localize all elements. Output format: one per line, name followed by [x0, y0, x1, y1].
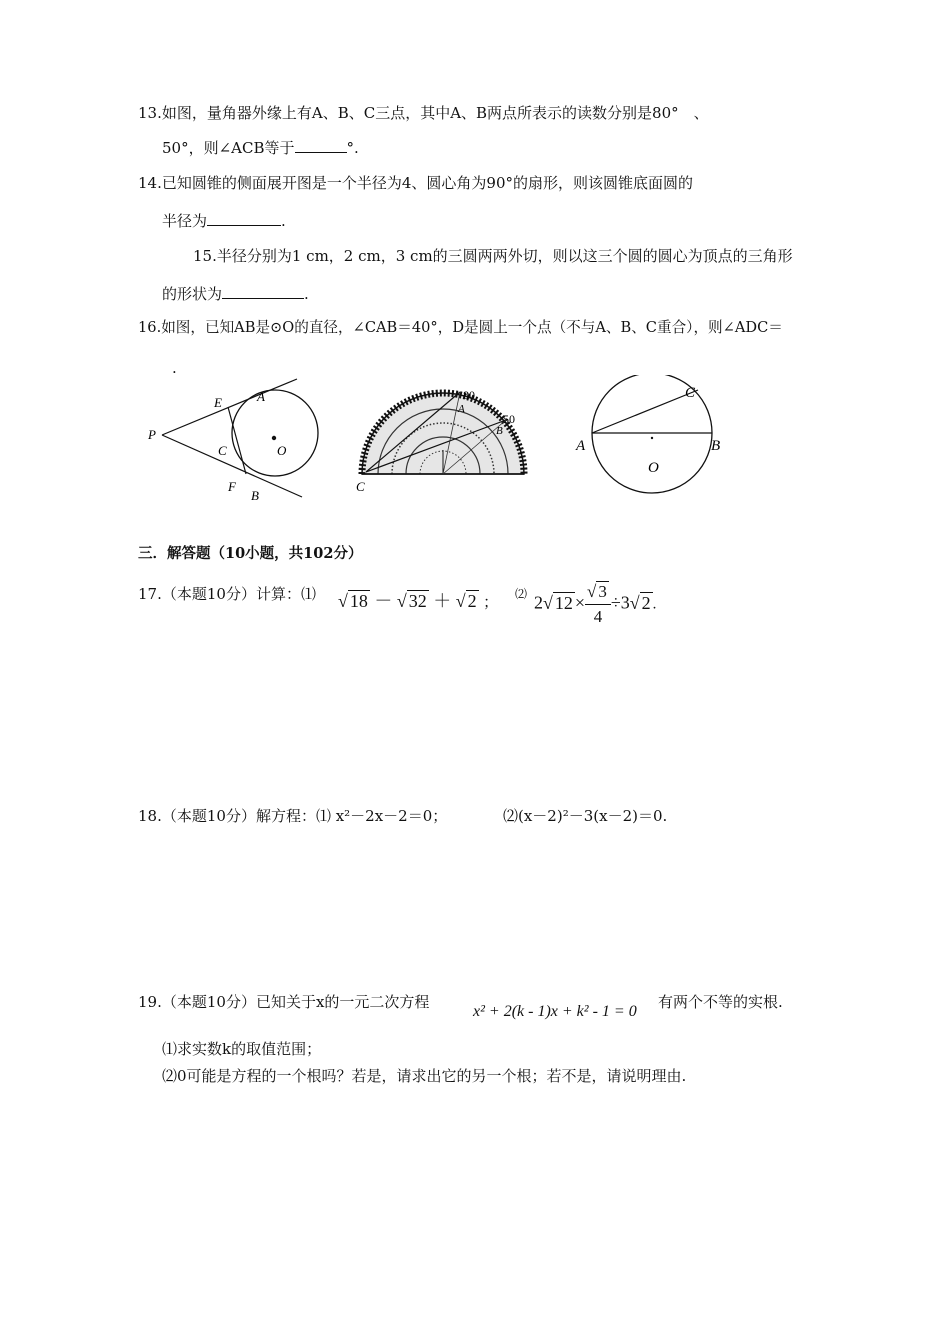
fig3-label-B: B	[711, 438, 721, 454]
q18-line: 18.（本题10分）解方程：⑴ x²－2x－2＝0；	[138, 807, 448, 825]
q17-sqrt-12: √ 12	[543, 592, 573, 613]
q17-frac-den: 4	[593, 607, 603, 626]
fig3-label-A: A	[576, 438, 586, 454]
fig2-label-B: B	[496, 425, 503, 437]
q13-answer-blank[interactable]	[295, 137, 347, 153]
q13-line2	[162, 137, 359, 158]
fig1-label-O: O	[277, 443, 287, 458]
q17-minus: －	[374, 591, 393, 611]
q14-line1: 14.已知圆锥的侧面展开图是一个半径为4、圆心角为90°的扇形，则该圆锥底面圆的	[138, 174, 693, 192]
q13-line2-end: °.	[346, 139, 359, 157]
q15-line2-text: 的形状为	[162, 285, 223, 303]
q17-divide: ÷3	[610, 592, 630, 613]
q19-line-pre: 19.（本题10分）已知关于x的一元二次方程	[138, 993, 430, 1011]
fig2-label-C: C	[356, 479, 365, 494]
q17-expr2	[534, 580, 656, 629]
q16-line2: .	[172, 359, 177, 377]
q14-line2-text: 半径为	[162, 212, 208, 230]
fig3-center-dot	[651, 437, 653, 439]
q17-radicand-18: 18	[349, 591, 368, 611]
q15-line1: 15.半径分别为1 cm，2 cm，3 cm的三圆两两外切，则以这三个圆的圆心为顶点的三角形	[193, 247, 793, 265]
q17-times: ×	[574, 592, 586, 613]
q18-part2: ⑵(x－2)²－3(x－2)＝0.	[503, 807, 668, 825]
q17-sqrt-2b: √ 2	[629, 592, 651, 613]
fig1-label-E: E	[214, 395, 222, 410]
fig2-label-80: 80	[463, 388, 475, 402]
q15-answer-blank[interactable]	[222, 283, 304, 299]
q15-line2-end: .	[304, 285, 309, 303]
fig1-label-A: A	[257, 389, 265, 404]
q14-line2	[162, 210, 286, 231]
fig1-label-F: F	[228, 479, 236, 494]
q17-frac-num: √ 3	[585, 580, 611, 605]
q17-coef: 2	[534, 592, 543, 613]
q17-frac-num-radicand: 3	[598, 582, 607, 601]
q17-sqrt-2: √ 2	[455, 591, 477, 611]
q19-sub1: ⑴求实数k的取值范围；	[162, 1040, 322, 1058]
q14-answer-blank[interactable]	[207, 210, 281, 226]
q17-prefix: 17.（本题10分）计算：⑴	[138, 585, 316, 603]
fig1-label-P: P	[148, 427, 156, 442]
fig1-label-C: C	[218, 443, 227, 458]
q17-part2-label: ⑵	[515, 587, 528, 601]
q17-sqrt-32: √ 32	[396, 591, 427, 611]
q17-plus: ＋	[433, 591, 452, 611]
fig3-chord-AC	[592, 390, 698, 433]
q19-line-post: 有两个不等的实根.	[658, 993, 783, 1011]
q13-line2-text: 50°，则∠ACB等于	[162, 139, 295, 157]
q17-end: .	[652, 596, 657, 613]
q14-line2-end: .	[281, 212, 286, 230]
fig1-tangent-EF	[228, 407, 246, 474]
figure-tangent-circle	[140, 375, 320, 510]
q17-radicand-2b: 2	[641, 592, 651, 613]
q17-fraction	[585, 580, 611, 629]
q17-expr1	[338, 591, 498, 613]
fig1-tangent-upper	[162, 379, 297, 435]
q17-separator: ；	[483, 595, 499, 611]
q13-line1: 13.如图，量角器外缘上有A、B、C三点，其中A、B两点所表示的读数分别是80° 、	[138, 104, 709, 122]
q17-radicand-32: 32	[408, 591, 427, 611]
figure-protractor	[348, 378, 538, 500]
q15-line2	[162, 283, 309, 304]
q17-sqrt-18: √ 18	[338, 591, 368, 611]
fig2-label-50: 50	[503, 412, 515, 426]
q17-radicand-12: 12	[554, 592, 573, 613]
fig1-label-B: B	[251, 488, 259, 503]
q16-line1: 16.如图，已知AB是⊙O的直径，∠CAB＝40°，D是圆上一个点（不与A、B、C重合），则∠ADC＝	[138, 319, 783, 336]
fig1-center-dot	[272, 436, 276, 440]
q17-radicand-2: 2	[467, 591, 477, 611]
q19-equation: x² + 2(k - 1)x + k² - 1 = 0	[473, 1003, 637, 1020]
fig1-circle	[232, 390, 318, 476]
fig3-label-C: C	[685, 385, 696, 401]
fig3-label-O: O	[648, 460, 659, 476]
section-title: 三．解答题（10小题，共102分）	[138, 545, 363, 562]
fig2-label-A: A	[458, 403, 465, 415]
figure-circle-diameter	[570, 375, 735, 495]
q19-sub2: ⑵0可能是方程的一个根吗？若是，请求出它的另一个根；若不是，请说明理由.	[162, 1067, 687, 1085]
